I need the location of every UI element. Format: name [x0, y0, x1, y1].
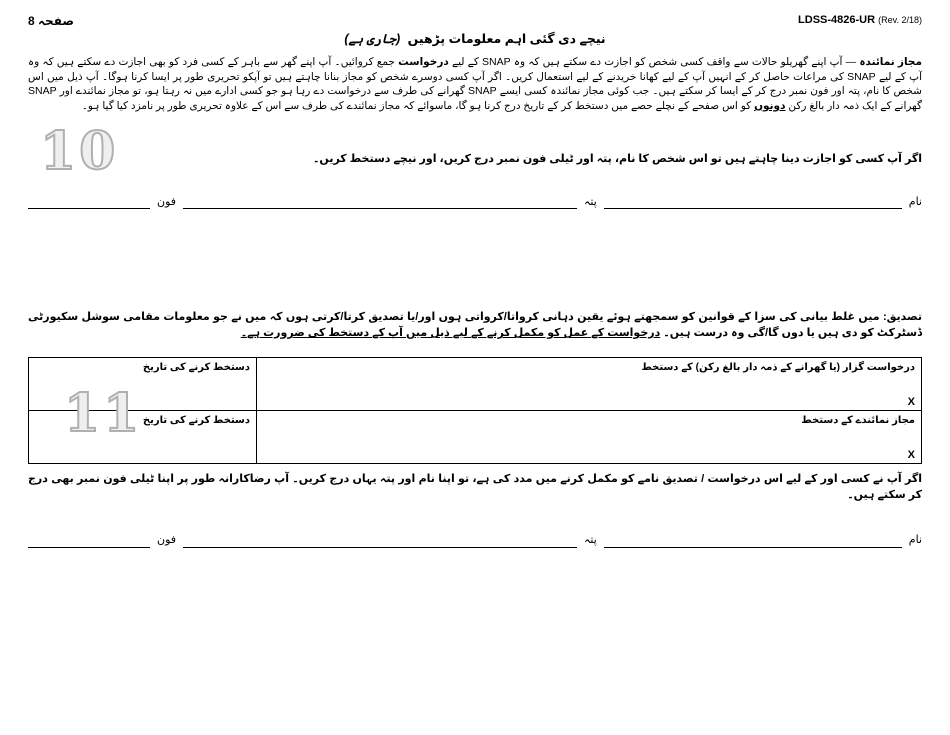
helper-address-blank-line[interactable] [183, 532, 577, 548]
representative-date-signed-cell[interactable] [29, 410, 257, 463]
phone-label: فون [157, 195, 177, 208]
address-label: پتہ [583, 195, 597, 208]
paragraph-text-1: — آپ اپنے گھریلو حالات سے واقف کسی شخص کو اجازت دے سکتے ہیں کہ وہ SNAP کے لیے [448, 56, 860, 68]
authorization-instruction: اگر آپ کسی کو اجازت دینا چاہتے ہیں تو اس شخص کا نام، پتہ اور ٹیلی فون نمبر درج کریں، اور نیچے دستخط کریں۔ [312, 152, 922, 165]
helper-address-label: پتہ [583, 534, 597, 547]
helper-phone-blank-line[interactable] [28, 532, 150, 548]
form-revision: (Rev. 2/18) [878, 15, 922, 25]
helper-name-blank-line[interactable] [604, 532, 902, 548]
applicant-date-signed-cell[interactable] [29, 357, 257, 410]
applicant-signature-row [29, 357, 922, 410]
certification-label: تصدیق: [882, 310, 922, 323]
authorized-representative-heading: مجاز نمائندہ [859, 56, 922, 68]
form-id [798, 14, 922, 26]
paragraph-text-3: کو اس صفحے کے نچلے حصے میں دستخط کر کے تاریخ درج کرنا ہو گا، ماسوائے کہ مجاز نمائندے کی طرف سے اس کے علاوہ تحریری طور پر نامزد کیا گیا ہو۔ [81, 100, 755, 113]
phone-blank-line[interactable] [28, 193, 150, 209]
name-label: نام [908, 195, 922, 208]
watermark-number-11: 11 [64, 383, 143, 444]
helper-name-label: نام [908, 534, 922, 547]
representative-date-signed-label: دستخط کرنے کی تاریخ [142, 414, 250, 426]
authorized-rep-contact-line [28, 193, 922, 209]
helper-phone-label: فون [157, 534, 177, 547]
page-title-continued: (جاری ہے) [344, 32, 401, 46]
page-header [28, 14, 922, 28]
authorized-representative-paragraph [28, 55, 922, 114]
page-number-label: صفحہ 8 [28, 14, 74, 28]
paragraph-bold-word: درخواست [398, 56, 449, 68]
applicant-signature-x-mark: X [907, 395, 915, 408]
signature-table [28, 357, 922, 464]
applicant-date-signed-label: دستخط کرنے کی تاریخ [142, 361, 250, 373]
helper-instruction: اگر آپ نے کسی اور کے لیے اس درخواست / تصدیق نامے کو مکمل کرنے میں مدد کی ہے، تو اپنا نام اور پتہ یہاں درج کریں۔ آپ رضاکارانہ طور پر اپنا ٹیلی فون نمبر بھی درج کر سکتے ہیں۔ [28, 472, 922, 501]
page-title [28, 31, 922, 46]
representative-signature-row [29, 410, 922, 463]
certification-text: میں غلط بیانی کی سزا کے قوانین کو سمجھتے ہوئے یقین دہانی کرواتا/کرواتی ہوں اور/یا تصدیق کرتا/کرتی ہوں کہ میں نے جو معلومات مقامی سوشل سکیورٹی ڈسٹرکٹ کو دی ہیں یا دوں گا/گی وہ درست ہیں۔ [28, 310, 922, 340]
certification-paragraph [28, 309, 922, 342]
representative-signature-cell[interactable] [257, 410, 922, 463]
certification-underlined-sentence: درخواست کے عمل کو مکمل کرنے کے لیے ذیل میں آپ کے دستخط کی ضرورت ہے۔ [240, 327, 661, 340]
paragraph-underlined-word: دونوں [754, 100, 786, 113]
representative-signature-label: مجاز نمائندے کے دستخط [801, 414, 915, 426]
representative-signature-x-mark: X [907, 448, 915, 461]
address-blank-line[interactable] [183, 193, 577, 209]
page-title-text: نیچے دی گئی اہم معلومات پڑھیں [407, 32, 606, 46]
form-id-text: LDSS-4826-UR [798, 14, 876, 26]
paragraph-text-2: جمع کروائیں۔ آپ اپنے گھر سے باہر کے کسی فرد کو بھی اجازت دے سکتے ہیں کہ وہ آپ کے لیے SNAP کی مراعات حاصل کر کے انہیں آپ کے لیے کھانا خریدنے کے لیے استعمال کریں۔ اگر آپ کسی دوسرے شخص کو مجاز بنانا چاہتے ہیں تو آپکو تحریری طور پر ایسا کرنا ہوگا۔ آپ ذیل میں اس شخص کا نام، پتہ اور فون نمبر درج کر کے ایسا کر سکتے ہیں۔ جب کوئی مجاز نمائندہ کسی ایسے SNAP گھرانے کی طرف سے درخواست دے رہا ہو جو کسی ادارے میں نہ رہتا ہو، تو مجاز نمائندے اور SNAP گھرانے کے ایک ذمہ دار بالغ رکن [28, 56, 922, 113]
name-blank-line[interactable] [604, 193, 902, 209]
helper-contact-line [28, 532, 922, 548]
watermark-number-10: 10 [40, 121, 119, 182]
applicant-signature-cell[interactable] [257, 357, 922, 410]
applicant-signature-label: درخواست گزار (یا گھرانے کے ذمہ دار بالغ رکن) کے دستخط [641, 361, 915, 373]
